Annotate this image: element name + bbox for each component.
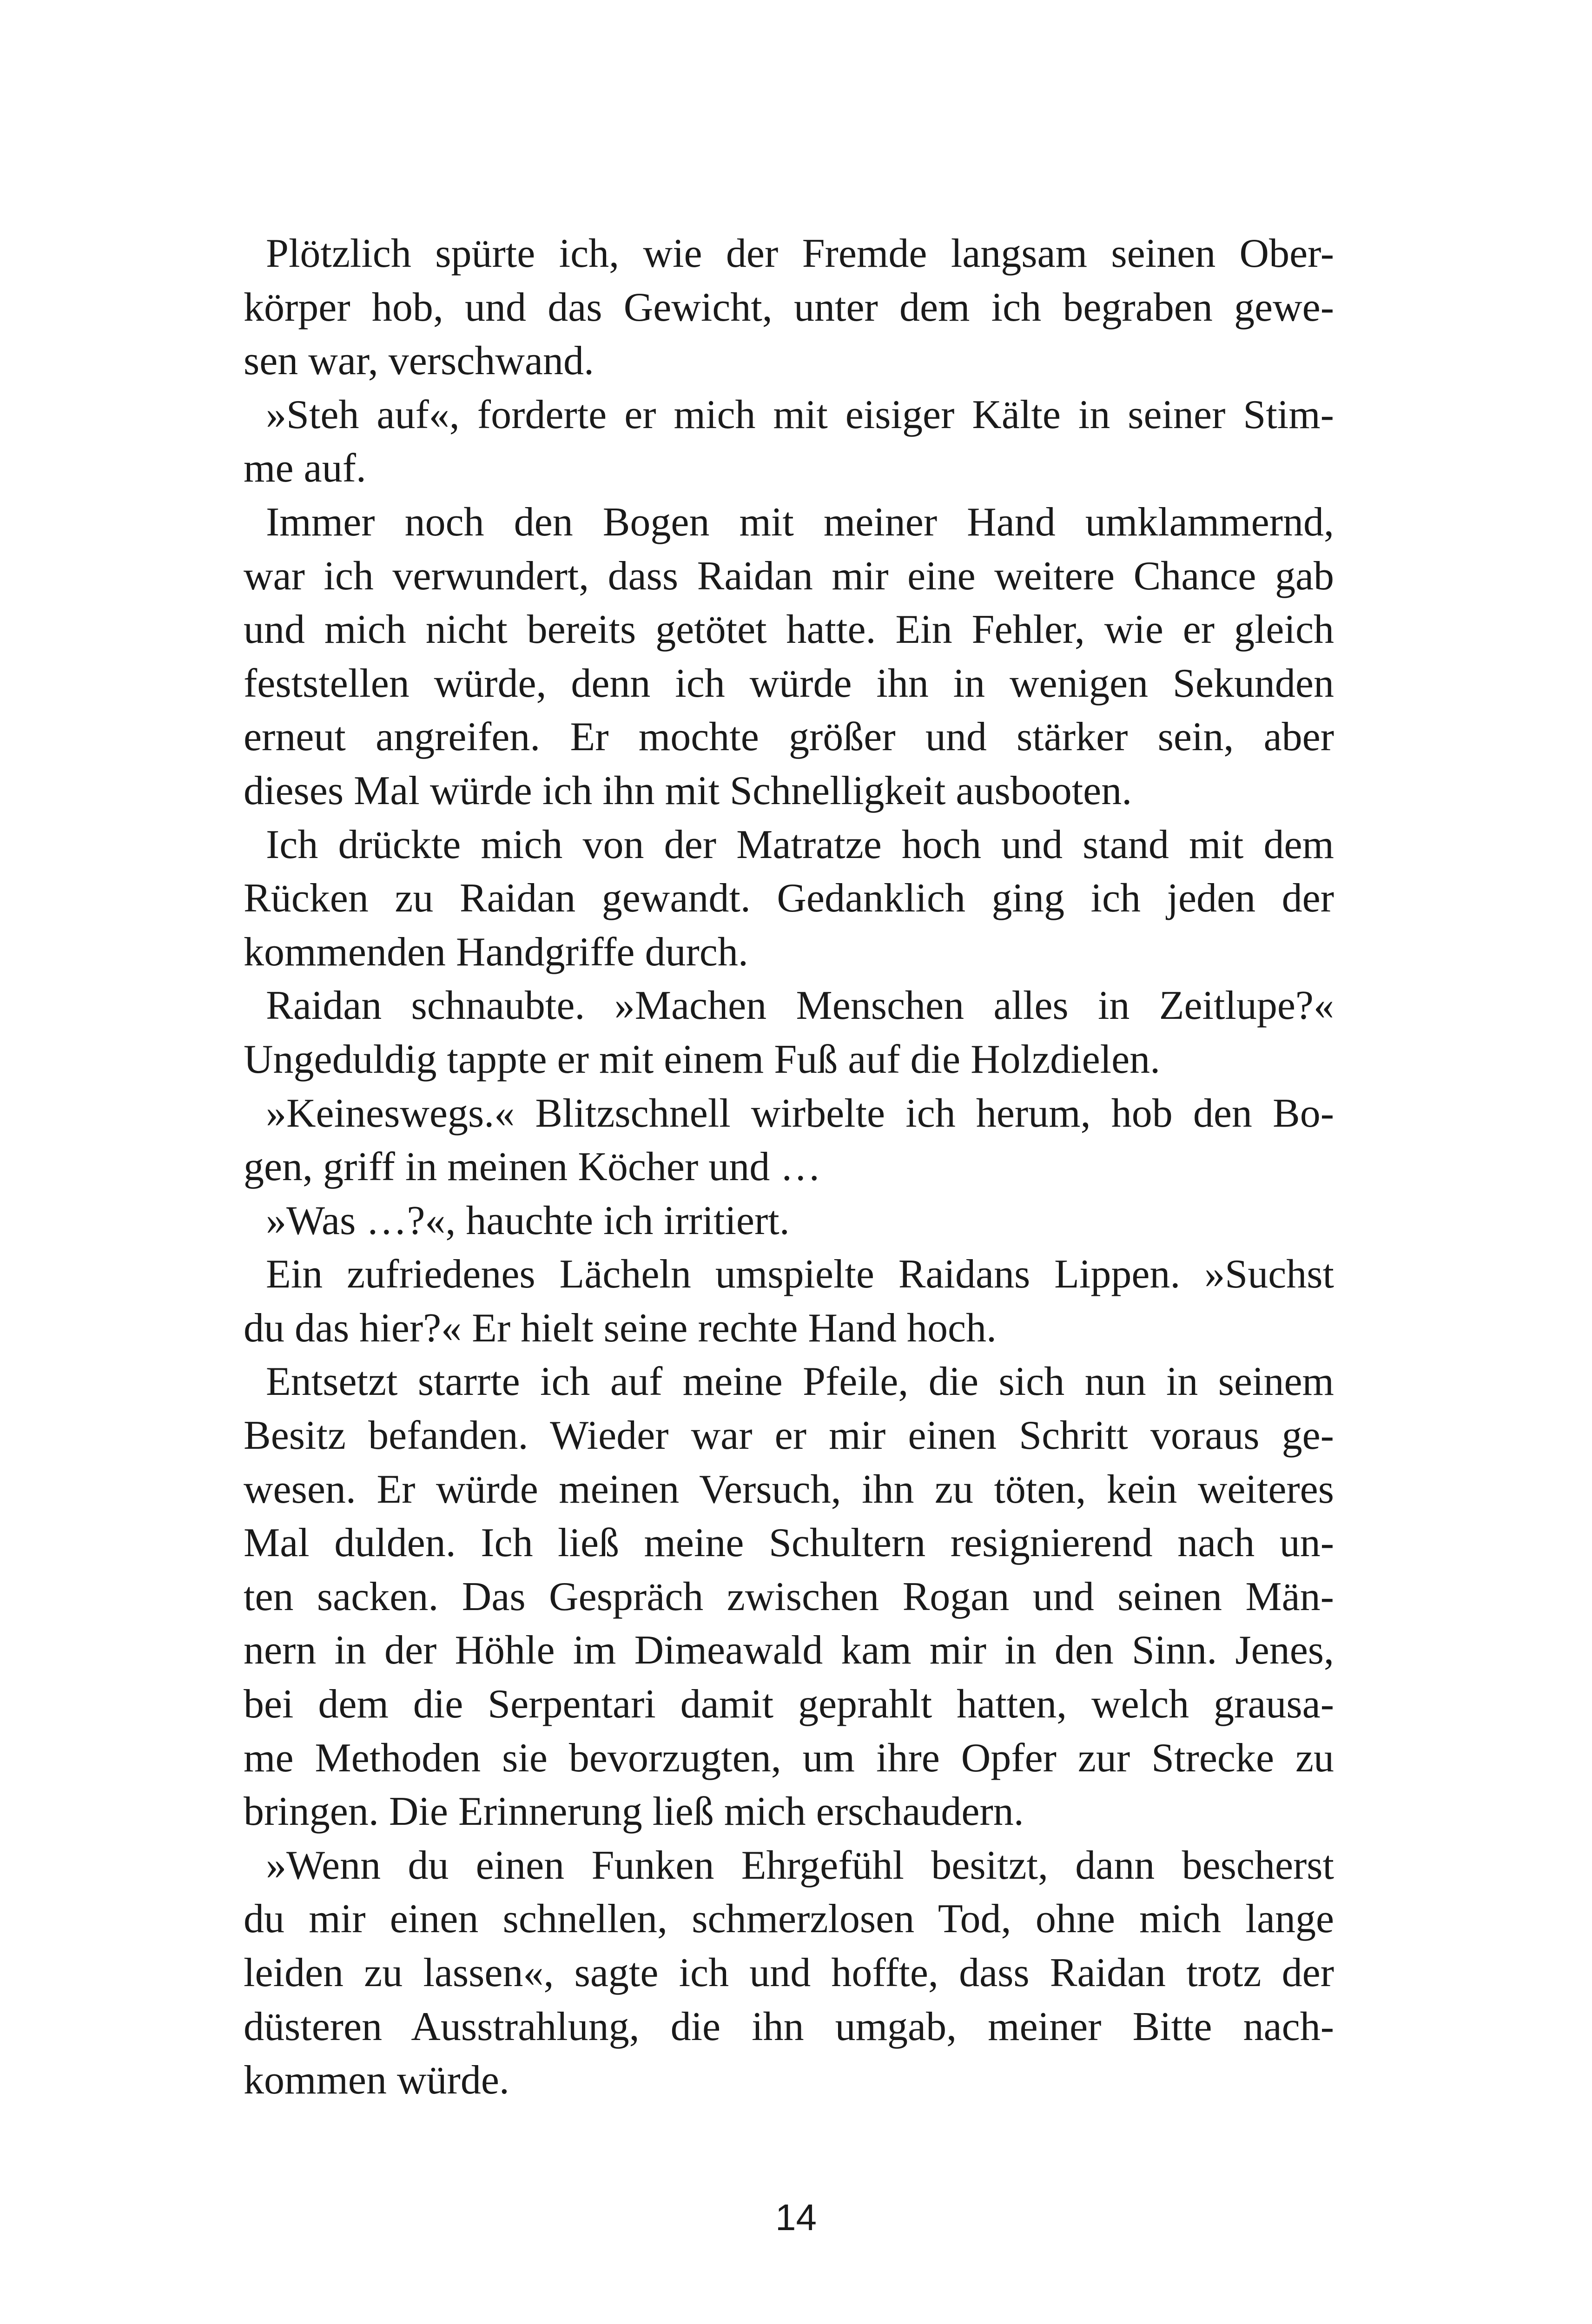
text-line: Plötzlich spürte ich, wie der Fremde langsam seinen Ober- — [266, 231, 1334, 276]
text-line: me auf. — [244, 446, 366, 491]
text-line: du das hier?« Er hielt seine rechte Hand hoch. — [244, 1305, 997, 1351]
text-line: dieses Mal würde ich ihn mit Schnelligkeit ausbooten. — [244, 768, 1132, 813]
text-line: Mal dulden. Ich ließ meine Schultern resignierend nach un- — [244, 1520, 1334, 1566]
text-line: sen war, verschwand. — [244, 338, 594, 384]
text-line: bei dem die Serpentari damit geprahlt hatten, welch grausa- — [244, 1682, 1334, 1727]
text-line: du mir einen schnellen, schmerzlosen Tod, ohne mich lange — [244, 1896, 1334, 1942]
text-line: körper hob, und das Gewicht, unter dem ich begraben gewe- — [244, 284, 1334, 330]
text-line: »Was …?«, hauchte ich irritiert. — [266, 1198, 790, 1243]
text-line: Entsetzt starrte ich auf meine Pfeile, die sich nun in seinem — [266, 1359, 1334, 1405]
text-line: leiden zu lassen«, sagte ich und hoffte, dass Raidan trotz der — [244, 1950, 1334, 1995]
text-line: »Wenn du einen Funken Ehrgefühl besitzt, dann bescherst — [266, 1842, 1334, 1888]
text-line: Ich drückte mich von der Matratze hoch und stand mit dem — [266, 822, 1334, 867]
text-line: war ich verwundert, dass Raidan mir eine weitere Chance gab — [244, 553, 1334, 599]
text-line: Ungeduldig tappte er mit einem Fuß auf die Holzdielen. — [244, 1037, 1161, 1082]
text-line: feststellen würde, denn ich würde ihn in wenigen Sekunden — [244, 660, 1334, 706]
page-number: 14 — [775, 2197, 817, 2238]
text-line: Ein zufriedenes Lächeln umspielte Raidans Lippen. »Suchst — [266, 1252, 1334, 1297]
text-line: Raidan schnaubte. »Machen Menschen alles in Zeitlupe?« — [266, 983, 1334, 1029]
text-line: kommen würde. — [244, 2058, 509, 2103]
text-line: me Methoden sie bevorzugten, um ihre Opfer zur Strecke zu — [244, 1735, 1334, 1781]
text-line: ten sacken. Das Gespräch zwischen Rogan und seinen Män- — [244, 1574, 1334, 1619]
text-line: bringen. Die Erinnerung ließ mich erschaudern. — [244, 1789, 1024, 1835]
text-line: wesen. Er würde meinen Versuch, ihn zu töten, kein weiteres — [244, 1466, 1334, 1512]
text-line: nern in der Höhle im Dimeawald kam mir in den Sinn. Jenes, — [244, 1628, 1334, 1673]
text-line: und mich nicht bereits getötet hatte. Ein Fehler, wie er gleich — [244, 607, 1334, 653]
text-line: Immer noch den Bogen mit meiner Hand umklammernd, — [266, 499, 1334, 545]
text-line: »Steh auf«, forderte er mich mit eisiger Kälte in seiner Stim- — [266, 392, 1334, 437]
text-line: Rücken zu Raidan gewandt. Gedanklich ging ich jeden der — [244, 876, 1334, 921]
text-line: erneut angreifen. Er mochte größer und stärker sein, aber — [244, 714, 1334, 760]
body-text — [244, 227, 1334, 2107]
text-line: gen, griff in meinen Köcher und … — [244, 1144, 821, 1190]
text-line: düsteren Ausstrahlung, die ihn umgab, meiner Bitte nach- — [244, 2004, 1334, 2049]
text-line: Besitz befanden. Wieder war er mir einen Schritt voraus ge- — [244, 1413, 1334, 1459]
text-line: kommenden Handgriffe durch. — [244, 929, 748, 975]
text-line: »Keineswegs.« Blitzschnell wirbelte ich herum, hob den Bo- — [266, 1090, 1334, 1136]
